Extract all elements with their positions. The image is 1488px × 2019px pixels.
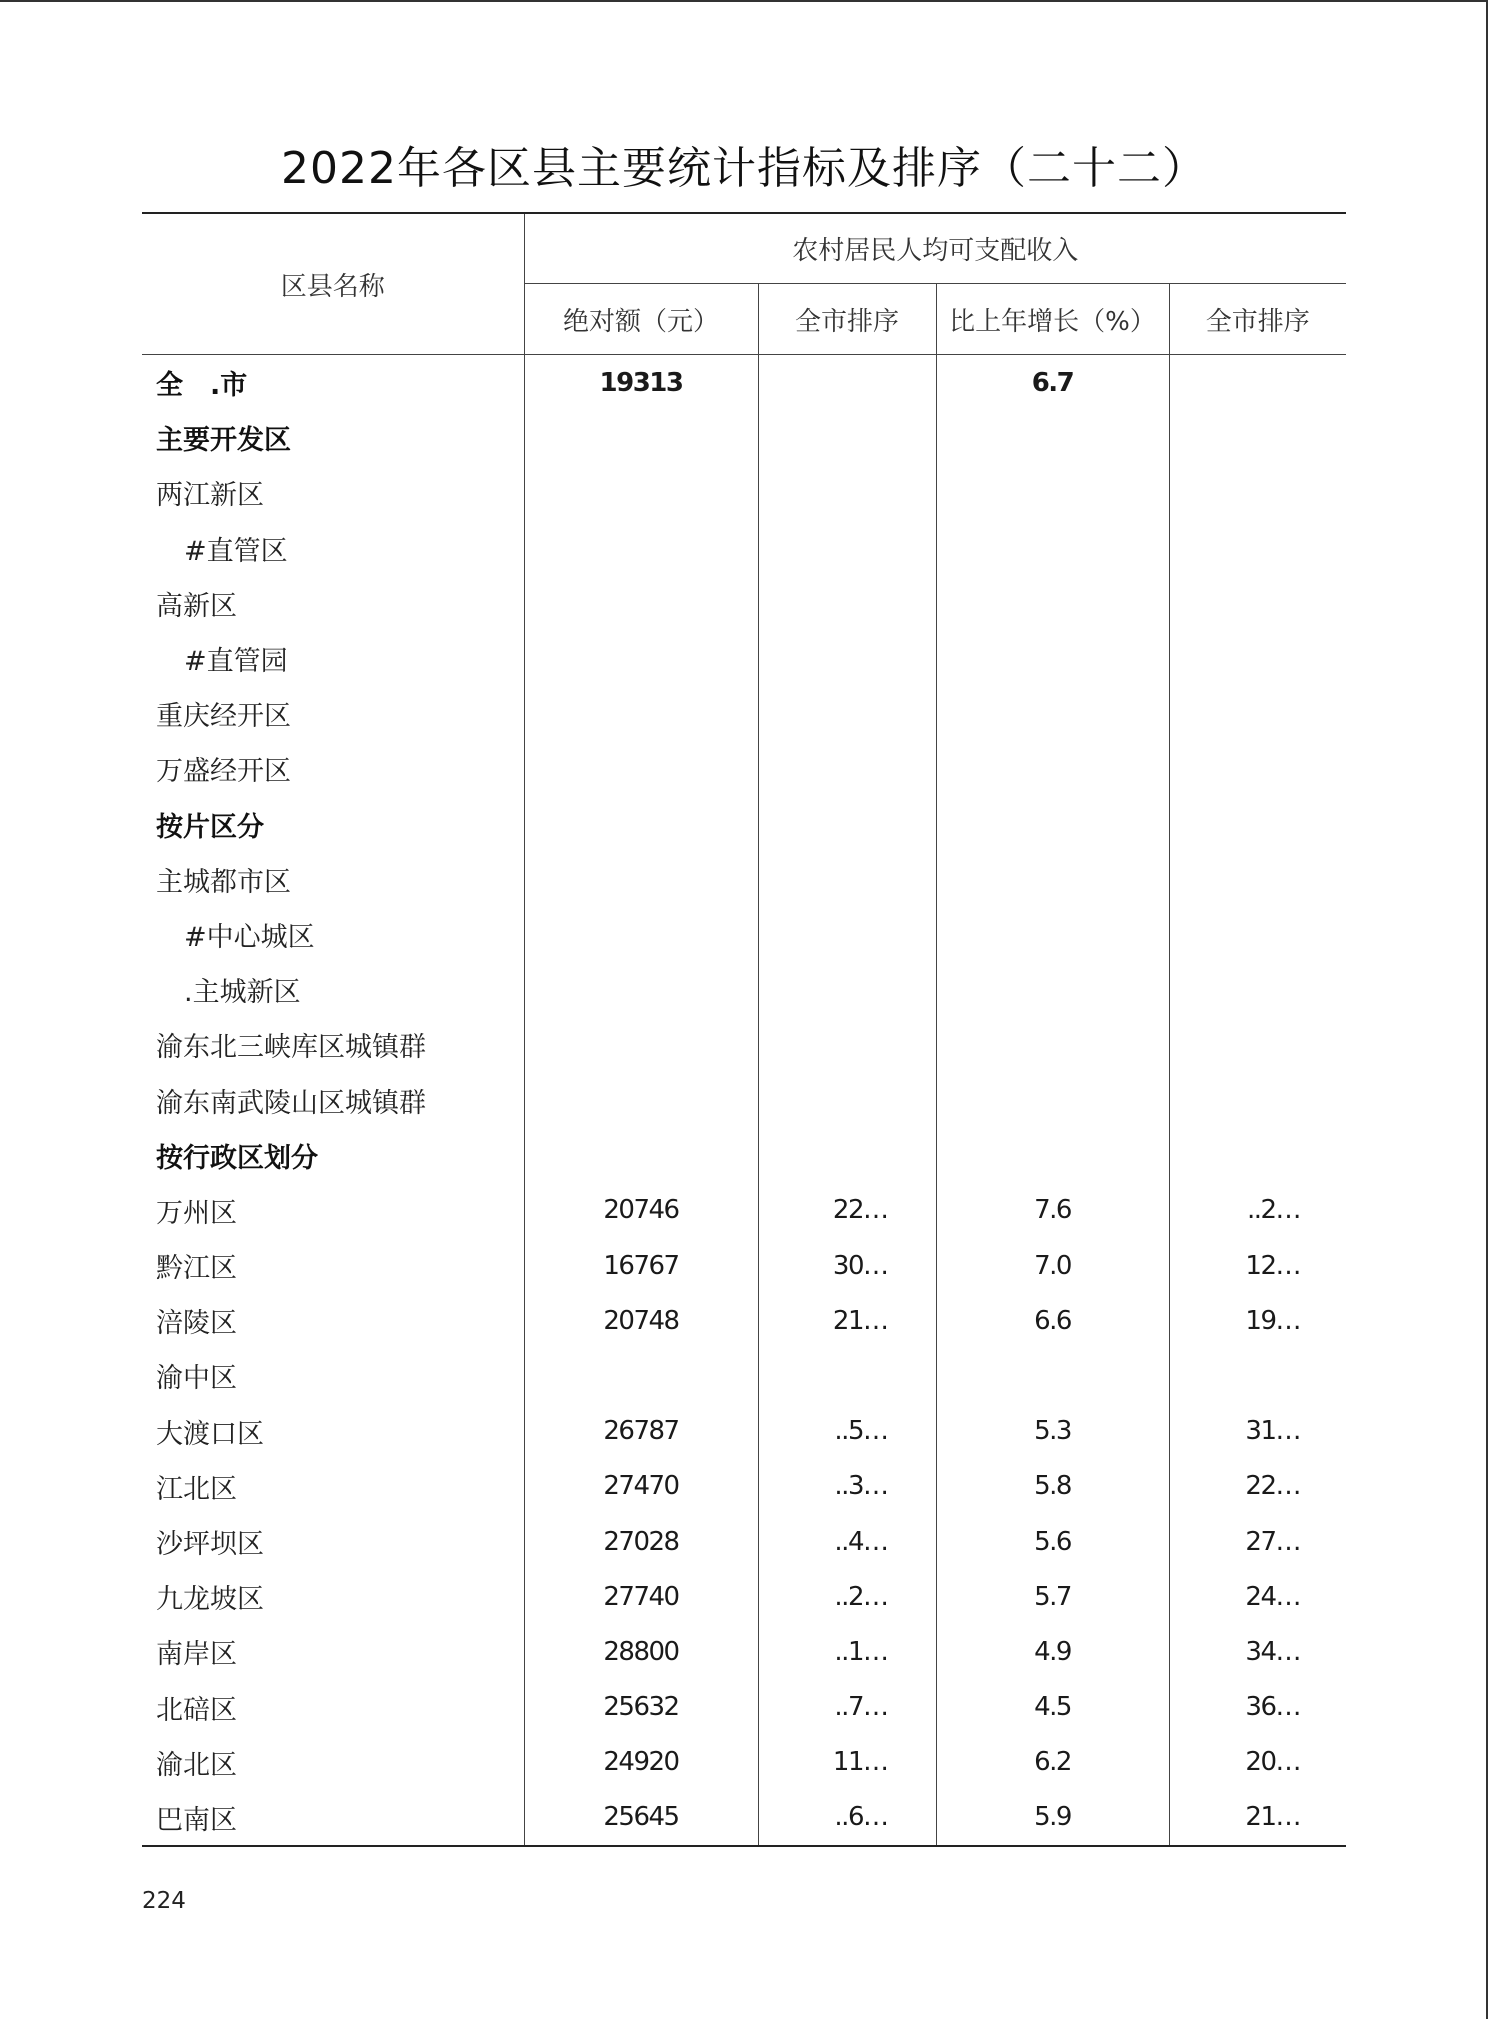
growth-rank-cell xyxy=(1169,797,1346,852)
growth-cell: 5.3 xyxy=(936,1404,1169,1459)
amount-cell xyxy=(524,686,758,741)
growth-rank-cell xyxy=(1169,521,1346,576)
amount-rank-cell xyxy=(758,797,936,852)
table-row xyxy=(142,907,1346,962)
amount-rank-cell: 30… xyxy=(758,1238,936,1293)
amount-rank-cell: ..3… xyxy=(758,1459,936,1514)
region-name-cell: 万州区 xyxy=(142,1183,524,1238)
growth-rank-cell: 20… xyxy=(1245,1747,1301,1778)
amount-rank-cell xyxy=(758,852,936,907)
growth-cell xyxy=(936,1017,1169,1072)
region-name-cell: 北碚区 xyxy=(142,1680,524,1735)
amount-rank-cell xyxy=(758,907,936,962)
growth-cell xyxy=(936,686,1169,741)
growth-rank-cell xyxy=(1169,410,1346,465)
growth-column-header: 比上年增长（%） xyxy=(936,284,1169,355)
table-row xyxy=(142,1459,1346,1514)
growth-rank-cell xyxy=(1169,907,1346,962)
growth-rank-cell: 22… xyxy=(1245,1471,1301,1502)
table-row xyxy=(142,1624,1346,1679)
growth-rank-column-header: 全市排序 xyxy=(1169,284,1346,355)
table-row xyxy=(142,741,1346,796)
growth-cell: 5.9 xyxy=(936,1790,1169,1846)
growth-cell xyxy=(936,962,1169,1017)
page-number: 224 xyxy=(142,1888,186,1914)
amount-cell: 26787 xyxy=(524,1404,758,1459)
region-name-cell: 重庆经开区 xyxy=(142,686,524,741)
table-row xyxy=(142,465,1346,520)
amount-rank-cell xyxy=(758,962,936,1017)
growth-rank-cell: 19… xyxy=(1245,1305,1301,1336)
amount-cell xyxy=(524,962,758,1017)
growth-rank-cell: 21… xyxy=(1245,1802,1301,1833)
amount-cell: 25632 xyxy=(524,1680,758,1735)
region-name-cell: 渝东北三峡库区城镇群 xyxy=(142,1017,524,1072)
growth-cell: 7.6 xyxy=(936,1183,1169,1238)
amount-rank-cell xyxy=(758,741,936,796)
amount-rank-cell xyxy=(758,1348,936,1403)
amount-rank-cell xyxy=(758,576,936,631)
amount-cell: 24920 xyxy=(524,1735,758,1790)
table-row xyxy=(142,686,1346,741)
amount-cell: 25645 xyxy=(524,1790,758,1846)
statistics-table xyxy=(142,212,1346,1847)
growth-rank-cell: 34… xyxy=(1245,1636,1301,1667)
growth-cell: 6.7 xyxy=(936,355,1169,411)
growth-rank-cell xyxy=(1169,741,1346,796)
region-name-cell: 按行政区划分 xyxy=(142,1128,524,1183)
growth-rank-cell xyxy=(1169,631,1346,686)
growth-rank-cell: 24… xyxy=(1245,1581,1301,1612)
amount-rank-cell xyxy=(758,631,936,686)
table-row xyxy=(142,1680,1346,1735)
amount-cell xyxy=(524,1128,758,1183)
growth-rank-cell xyxy=(1169,576,1346,631)
region-name-cell: 大渡口区 xyxy=(142,1404,524,1459)
amount-cell: 20748 xyxy=(524,1293,758,1348)
region-name-cell: 涪陵区 xyxy=(142,1293,524,1348)
amount-cell xyxy=(524,410,758,465)
amount-rank-cell xyxy=(758,410,936,465)
growth-cell: 5.6 xyxy=(936,1514,1169,1569)
growth-cell xyxy=(936,465,1169,520)
growth-rank-cell: 31… xyxy=(1245,1416,1301,1447)
table-row xyxy=(142,576,1346,631)
growth-cell xyxy=(936,741,1169,796)
growth-rank-cell xyxy=(1169,962,1346,1017)
table-row xyxy=(142,631,1346,686)
region-name-cell: 渝中区 xyxy=(142,1348,524,1403)
amount-cell xyxy=(524,1072,758,1127)
amount-rank-cell xyxy=(758,686,936,741)
region-name-cell: 渝北区 xyxy=(142,1735,524,1790)
growth-cell xyxy=(936,521,1169,576)
amount-cell: 16767 xyxy=(524,1238,758,1293)
growth-cell: 5.8 xyxy=(936,1459,1169,1514)
growth-rank-cell xyxy=(1169,1348,1346,1403)
growth-rank-cell xyxy=(1169,1017,1346,1072)
table-row xyxy=(142,852,1346,907)
amount-cell xyxy=(524,907,758,962)
table-body xyxy=(142,355,1346,1847)
table-row xyxy=(142,1735,1346,1790)
amount-cell xyxy=(524,1348,758,1403)
table-row xyxy=(142,1514,1346,1569)
amount-cell: 19313 xyxy=(524,355,758,411)
region-name-cell: 九龙坡区 xyxy=(142,1569,524,1624)
region-name-cell: 主城都市区 xyxy=(142,852,524,907)
amount-rank-cell xyxy=(758,521,936,576)
growth-rank-cell xyxy=(1169,1128,1346,1183)
table-row xyxy=(142,1183,1346,1238)
amount-rank-cell: ..1… xyxy=(758,1624,936,1679)
region-name-cell: #直管园 xyxy=(142,631,524,686)
page-title: 2022年各区县主要统计指标及排序（二十二） xyxy=(281,143,1207,194)
growth-cell: 5.7 xyxy=(936,1569,1169,1624)
region-name-cell: 按片区分 xyxy=(142,797,524,852)
region-name-cell: 黔江区 xyxy=(142,1238,524,1293)
table-row xyxy=(142,1017,1346,1072)
table-row xyxy=(142,1404,1346,1459)
growth-cell: 4.5 xyxy=(936,1680,1169,1735)
growth-cell: 4.9 xyxy=(936,1624,1169,1679)
amount-cell xyxy=(524,852,758,907)
amount-rank-cell xyxy=(758,465,936,520)
table-row xyxy=(142,1790,1346,1846)
table-row xyxy=(142,1128,1346,1183)
growth-cell: 6.2 xyxy=(936,1735,1169,1790)
amount-rank-column-header: 全市排序 xyxy=(758,284,936,355)
region-name-cell: 主要开发区 xyxy=(142,410,524,465)
growth-cell xyxy=(936,1072,1169,1127)
amount-cell xyxy=(524,741,758,796)
amount-cell: 27028 xyxy=(524,1514,758,1569)
region-column-header: 区县名称 xyxy=(142,213,524,355)
table-row xyxy=(142,410,1346,465)
region-name-cell: 渝东南武陵山区城镇群 xyxy=(142,1072,524,1127)
growth-rank-cell xyxy=(1169,465,1346,520)
table-row xyxy=(142,1348,1346,1403)
amount-rank-cell: ..7… xyxy=(758,1680,936,1735)
growth-rank-cell xyxy=(1169,355,1346,411)
amount-cell xyxy=(524,465,758,520)
region-name-cell: 巴南区 xyxy=(142,1790,524,1846)
amount-cell xyxy=(524,631,758,686)
amount-cell: 27740 xyxy=(524,1569,758,1624)
growth-rank-cell: 36… xyxy=(1245,1692,1301,1723)
region-name-cell: 万盛经开区 xyxy=(142,741,524,796)
region-name-cell: #直管区 xyxy=(142,521,524,576)
table-row xyxy=(142,962,1346,1017)
table-row xyxy=(142,1293,1346,1348)
amount-cell xyxy=(524,521,758,576)
amount-cell: 20746 xyxy=(524,1183,758,1238)
growth-cell xyxy=(936,907,1169,962)
income-group-header: 农村居民人均可支配收入 xyxy=(524,213,1346,284)
growth-rank-cell xyxy=(1169,852,1346,907)
amount-rank-cell: ..6… xyxy=(758,1790,936,1846)
growth-rank-cell xyxy=(1169,1072,1346,1127)
growth-rank-cell xyxy=(1169,686,1346,741)
region-name-cell: 江北区 xyxy=(142,1459,524,1514)
region-name-cell: 沙坪坝区 xyxy=(142,1514,524,1569)
amount-rank-cell: ..4… xyxy=(758,1514,936,1569)
growth-cell xyxy=(936,797,1169,852)
amount-rank-cell xyxy=(758,355,936,411)
table-row xyxy=(142,797,1346,852)
amount-column-header: 绝对额（元） xyxy=(524,284,758,355)
region-name-cell: 南岸区 xyxy=(142,1624,524,1679)
table-row xyxy=(142,1569,1346,1624)
growth-cell xyxy=(936,631,1169,686)
table-row xyxy=(142,1072,1346,1127)
growth-cell: 7.0 xyxy=(936,1238,1169,1293)
amount-rank-cell: 21… xyxy=(758,1293,936,1348)
growth-cell xyxy=(936,410,1169,465)
growth-cell: 6.6 xyxy=(936,1293,1169,1348)
amount-cell xyxy=(524,797,758,852)
amount-cell xyxy=(524,1017,758,1072)
growth-rank-cell: ..2… xyxy=(1246,1195,1301,1226)
growth-cell xyxy=(936,852,1169,907)
region-name-cell: 全 .市 xyxy=(142,355,524,411)
amount-rank-cell: ..2… xyxy=(758,1569,936,1624)
table-header xyxy=(142,213,1346,355)
amount-rank-cell: 11… xyxy=(758,1735,936,1790)
region-name-cell: #中心城区 xyxy=(142,907,524,962)
amount-rank-cell xyxy=(758,1017,936,1072)
table-row xyxy=(142,355,1346,411)
region-name-cell: 两江新区 xyxy=(142,465,524,520)
amount-rank-cell xyxy=(758,1072,936,1127)
amount-rank-cell: ..5… xyxy=(758,1404,936,1459)
table-row xyxy=(142,1238,1346,1293)
amount-cell: 28800 xyxy=(524,1624,758,1679)
growth-cell xyxy=(936,576,1169,631)
page-border-top xyxy=(0,0,1488,2)
growth-rank-cell: 27… xyxy=(1245,1526,1301,1557)
region-name-cell: 高新区 xyxy=(142,576,524,631)
growth-cell xyxy=(936,1348,1169,1403)
table-row xyxy=(142,521,1346,576)
region-name-cell: .主城新区 xyxy=(142,962,524,1017)
growth-cell xyxy=(936,1128,1169,1183)
amount-rank-cell: 22… xyxy=(758,1183,936,1238)
amount-cell: 27470 xyxy=(524,1459,758,1514)
amount-cell xyxy=(524,576,758,631)
amount-rank-cell xyxy=(758,1128,936,1183)
growth-rank-cell: 12… xyxy=(1245,1250,1301,1281)
